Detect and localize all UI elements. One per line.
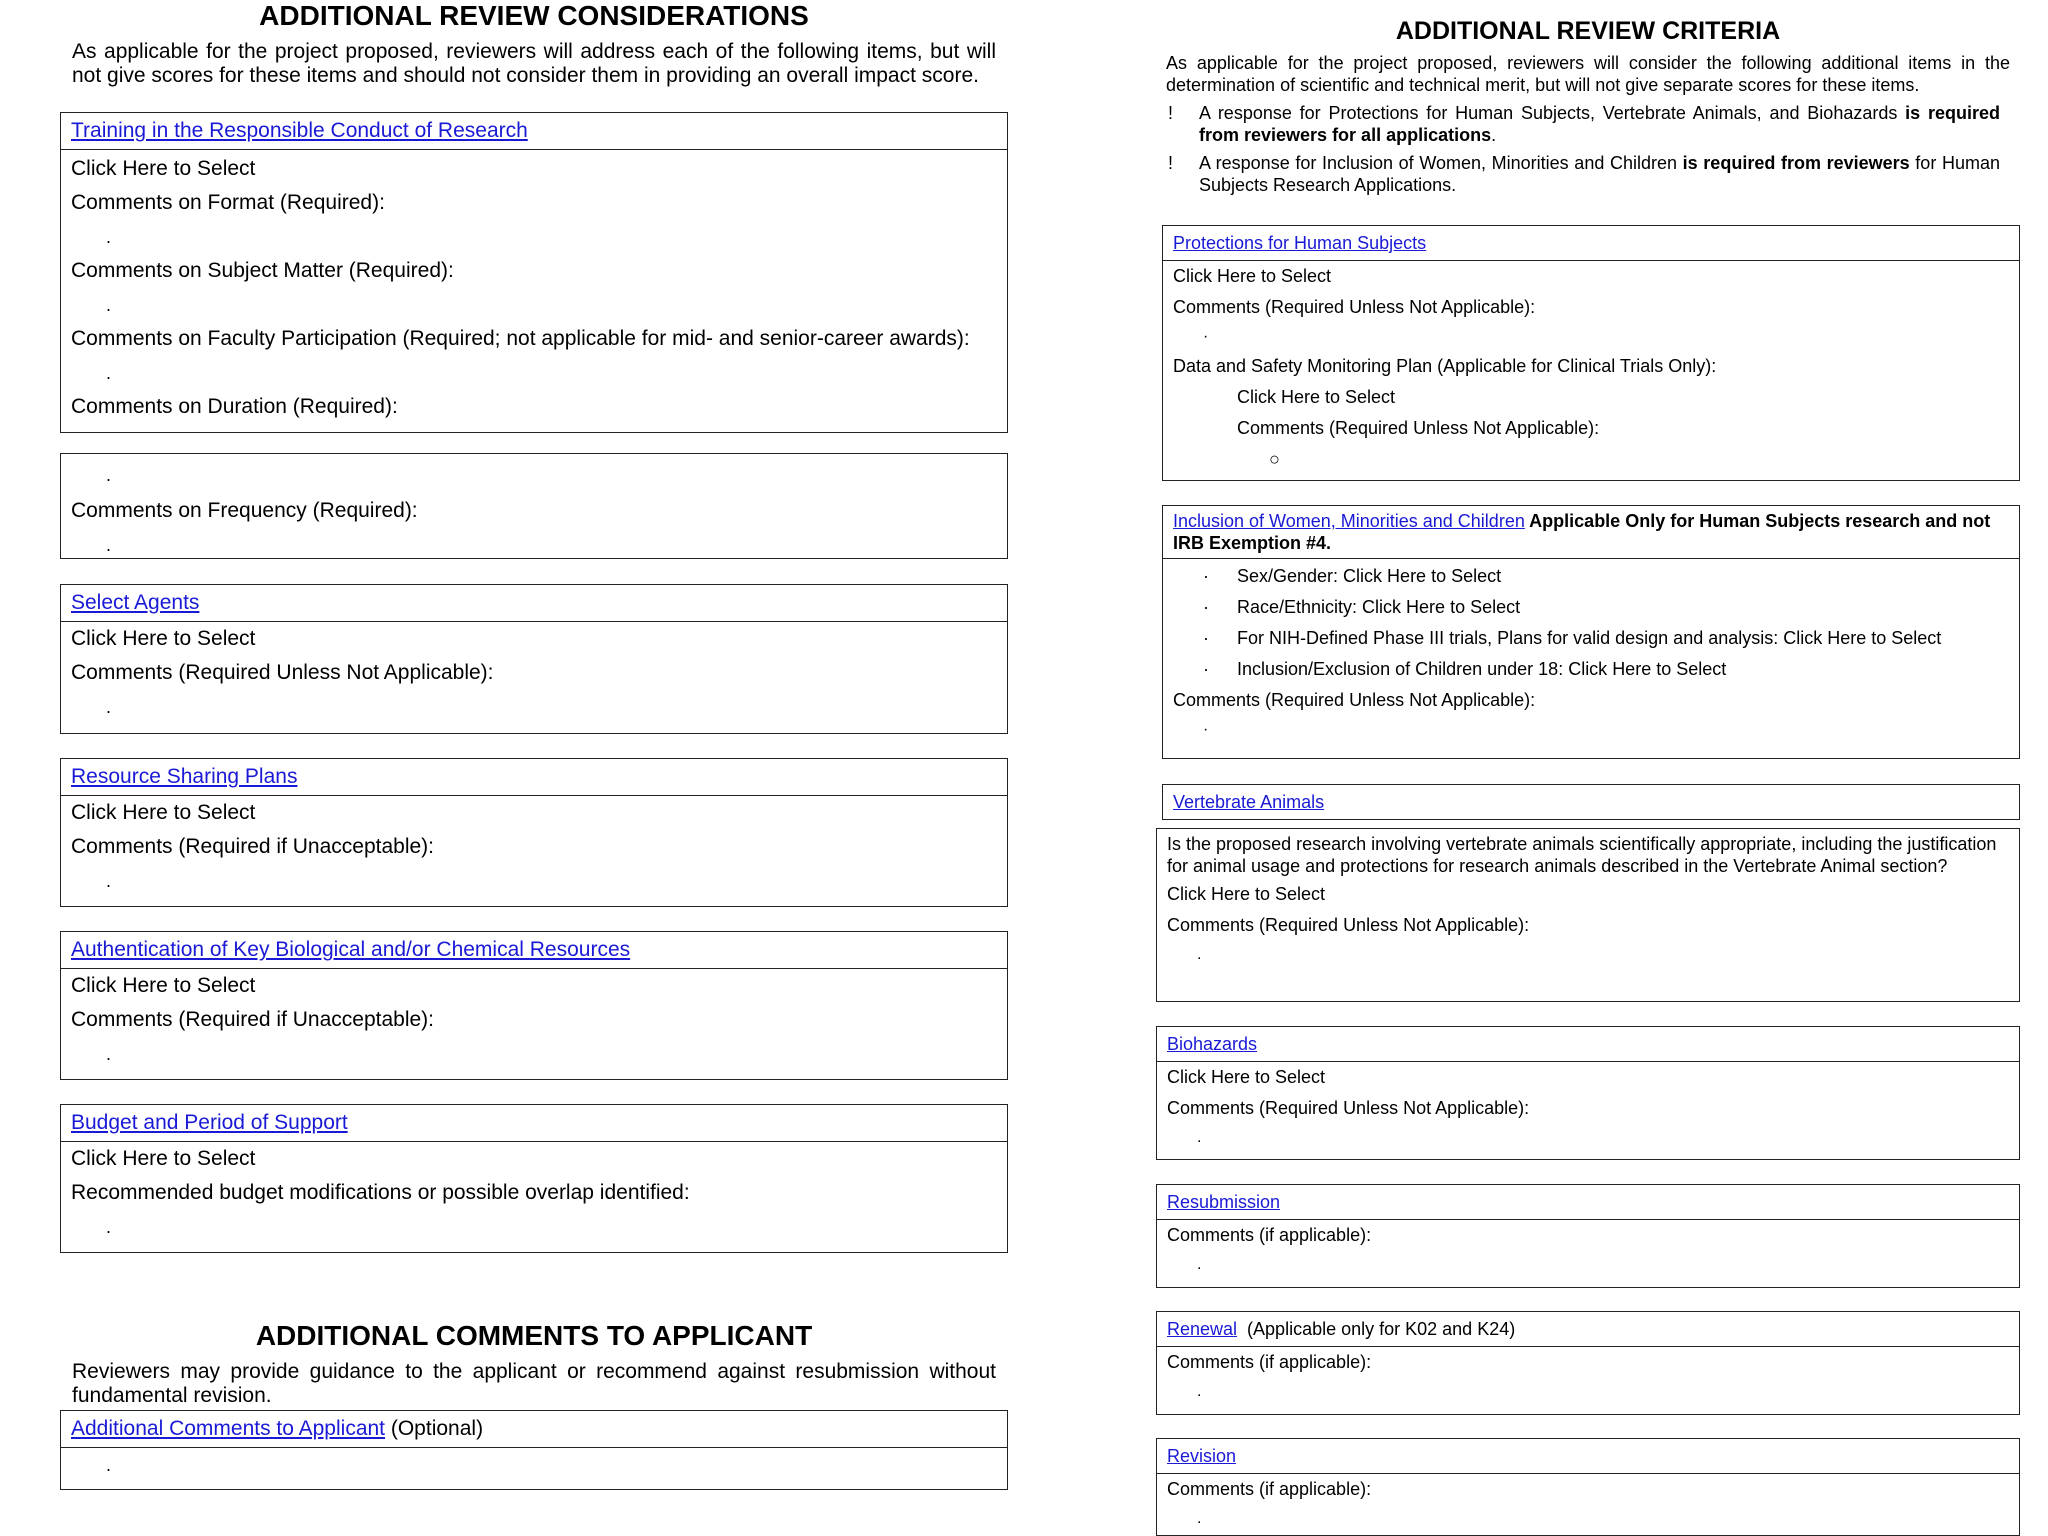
authentication-header [61, 932, 1007, 969]
comments-heading: ADDITIONAL COMMENTS TO APPLICANT [255, 1320, 813, 1351]
intro-text: As applicable for the project proposed, reviewers will address each of the following items, but will not give scores for these items and should not consider them in providing an overall impact score. [72, 40, 996, 87]
duration-comments-label: Comments on Duration (Required): [71, 395, 398, 418]
revision-header [1157, 1439, 2019, 1474]
resubmission-comments-label: Comments (if applicable): [1167, 1225, 1372, 1245]
note-1-bold: is required from reviewers for all applications [1199, 103, 2000, 145]
phase-three-item[interactable] [1163, 623, 2019, 654]
page-title: ADDITIONAL REVIEW CONSIDERATIONS [259, 0, 809, 31]
budget-link[interactable]: Budget and Period of Support [71, 1111, 348, 1134]
revision-comments-label: Comments (if applicable): [1167, 1479, 1372, 1499]
criteria-note-2 [1166, 152, 2000, 196]
vertebrate-header [1163, 785, 2019, 819]
budget-section [60, 1104, 1008, 1253]
bullet-icon: · [1203, 659, 1209, 679]
vertebrate-header-box [1162, 784, 2020, 820]
note-1-end: . [1491, 125, 1497, 145]
human-subjects-link[interactable]: Protections for Human Subjects [1173, 233, 1427, 253]
children-item[interactable] [1163, 654, 2019, 685]
renewal-note: (Applicable only for K02 and K24) [1237, 1319, 1516, 1339]
optional-label: (Optional) [390, 1417, 484, 1440]
biohazards-section [1156, 1026, 2020, 1160]
frequency-comments-field[interactable]: . [106, 535, 112, 555]
resource-sharing-dropdown[interactable]: Click Here to Select [71, 801, 256, 824]
authentication-section [60, 931, 1008, 1080]
budget-comments-label: Recommended budget modifications or possible overlap identified: [71, 1181, 690, 1204]
biohazards-link[interactable]: Biohazards [1167, 1034, 1258, 1054]
inclusion-section [1162, 505, 2020, 759]
faculty-comments-label: Comments on Faculty Participation (Required; not applicable for mid- and senior-career awards): [71, 327, 970, 350]
additional-comments-section [60, 1410, 1008, 1490]
human-subjects-comments-label: Comments (Required Unless Not Applicable): [1173, 297, 1536, 317]
dsmp-comments-field[interactable]: ○ [1269, 449, 1280, 469]
sex-gender-item[interactable] [1163, 561, 2019, 592]
exclamation-icon: ! [1168, 153, 1174, 173]
inclusion-header [1163, 506, 2019, 559]
renewal-section [1156, 1311, 2020, 1415]
bullet-icon: · [1203, 628, 1209, 648]
biohazards-comments-label: Comments (Required Unless Not Applicable): [1167, 1098, 1530, 1118]
resubmission-section [1156, 1184, 2020, 1288]
budget-header [61, 1105, 1007, 1142]
human-subjects-header [1163, 226, 2019, 261]
authentication-dropdown[interactable]: Click Here to Select [71, 974, 256, 997]
authentication-link[interactable]: Authentication of Key Biological and/or Chemical Resources [71, 938, 631, 961]
dsmp-dropdown[interactable]: Click Here to Select [1237, 387, 1396, 407]
human-subjects-dropdown[interactable]: Click Here to Select [1173, 266, 1332, 286]
phase-three-label: For NIH-Defined Phase III trials, Plans for valid design and analysis: Click Here to Select [1237, 628, 1942, 648]
rcr-select-dropdown[interactable]: Click Here to Select [71, 157, 256, 180]
rcr-header [61, 113, 1007, 150]
comments-intro: Reviewers may provide guidance to the applicant or recommend against resubmission without fundamental revision. [72, 1360, 996, 1407]
note-2-text: A response for Inclusion of Women, Minorities and Children [1199, 153, 1683, 173]
select-agents-header [61, 585, 1007, 622]
inclusion-items [1163, 561, 2019, 685]
vertebrate-link[interactable]: Vertebrate Animals [1173, 792, 1325, 812]
resource-sharing-comments-label: Comments (Required if Unacceptable): [71, 835, 434, 858]
revision-link[interactable]: Revision [1167, 1446, 1237, 1466]
exclamation-icon: ! [1168, 103, 1174, 123]
additional-comments-header [61, 1411, 1007, 1448]
rcr-section-continued [60, 453, 1008, 559]
note-2-end: for Human Subjects Research Applications. [1199, 153, 2000, 195]
dsmp-comments-label: Comments (Required Unless Not Applicable): [1237, 418, 1600, 438]
select-agents-dropdown[interactable]: Click Here to Select [71, 627, 256, 650]
biohazards-dropdown[interactable]: Click Here to Select [1167, 1067, 1326, 1087]
resource-sharing-section [60, 758, 1008, 907]
select-agents-comments-label: Comments (Required Unless Not Applicable): [71, 661, 494, 684]
additional-comments-field[interactable]: . [106, 1455, 112, 1475]
budget-dropdown[interactable]: Click Here to Select [71, 1147, 256, 1170]
criteria-notes [1166, 96, 2000, 196]
note-2-bold: is required from reviewers [1682, 153, 1910, 173]
format-comments-field[interactable]: . [106, 227, 112, 247]
vertebrate-section [1156, 828, 2020, 1002]
rcr-link[interactable]: Training in the Responsible Conduct of Research [71, 119, 528, 142]
resource-sharing-link[interactable]: Resource Sharing Plans [71, 765, 298, 788]
criteria-note-1 [1166, 102, 2000, 146]
renewal-link[interactable]: Renewal [1167, 1319, 1238, 1339]
select-agents-section [60, 584, 1008, 734]
format-comments-label: Comments on Format (Required): [71, 191, 385, 214]
biohazards-header [1157, 1027, 2019, 1062]
revision-section [1156, 1438, 2020, 1536]
authentication-comments-label: Comments (Required if Unacceptable): [71, 1008, 434, 1031]
authentication-comments-field[interactable]: . [106, 1044, 112, 1064]
race-ethnicity-item[interactable] [1163, 592, 2019, 623]
additional-comments-link[interactable]: Additional Comments to Applicant [71, 1417, 386, 1440]
sex-gender-label: Sex/Gender: Click Here to Select [1237, 566, 1502, 586]
resource-sharing-comments-field[interactable]: . [106, 871, 112, 891]
resource-sharing-header [61, 759, 1007, 796]
faculty-comments-field[interactable]: . [106, 363, 112, 383]
vertebrate-question: Is the proposed research involving vertebrate animals scientifically appropriate, including the justification for animal usage and protections for research animals described in the Vertebrate Animal section? [1167, 834, 1997, 876]
resubmission-comments-field[interactable]: . [1197, 1256, 1202, 1273]
human-subjects-section [1162, 225, 2020, 481]
budget-comments-field[interactable]: . [106, 1217, 112, 1237]
human-subjects-comments-field[interactable]: · [1203, 328, 1209, 345]
revision-comments-field[interactable]: . [1197, 1510, 1202, 1527]
duration-comments-field[interactable]: . [106, 465, 112, 485]
renewal-comments-label: Comments (if applicable): [1167, 1352, 1372, 1372]
inclusion-link[interactable]: Inclusion of Women, Minorities and Children [1173, 511, 1525, 531]
inclusion-comments-label: Comments (Required Unless Not Applicable): [1173, 690, 1536, 710]
inclusion-comments-field[interactable]: · [1203, 721, 1209, 738]
dsmp-label: Data and Safety Monitoring Plan (Applicable for Clinical Trials Only): [1173, 356, 1717, 376]
frequency-comments-label: Comments on Frequency (Required): [71, 499, 418, 522]
renewal-header [1157, 1312, 2019, 1347]
note-1-text: A response for Protections for Human Subjects, Vertebrate Animals, and Biohazards [1199, 103, 1906, 123]
rcr-section [60, 112, 1008, 433]
criteria-intro: As applicable for the project proposed, reviewers will consider the following additional items in the determination of scientific and technical merit, but will not give separate scores for these items. [1166, 53, 2010, 95]
vertebrate-comments-field[interactable]: . [1197, 946, 1202, 963]
biohazards-comments-field[interactable]: . [1197, 1129, 1202, 1146]
criteria-title: ADDITIONAL REVIEW CRITERIA [1395, 17, 1781, 45]
vertebrate-dropdown[interactable]: Click Here to Select [1167, 884, 1326, 904]
subject-comments-field[interactable]: . [106, 295, 112, 315]
race-ethnicity-label: Race/Ethnicity: Click Here to Select [1237, 597, 1521, 617]
bullet-icon: · [1203, 597, 1209, 617]
resubmission-link[interactable]: Resubmission [1167, 1192, 1281, 1212]
children-label: Inclusion/Exclusion of Children under 18: Click Here to Select [1237, 659, 1727, 679]
bullet-icon: · [1203, 566, 1209, 586]
subject-comments-label: Comments on Subject Matter (Required): [71, 259, 454, 282]
resubmission-header [1157, 1185, 2019, 1220]
vertebrate-comments-label: Comments (Required Unless Not Applicable): [1167, 915, 1530, 935]
renewal-comments-field[interactable]: . [1197, 1383, 1202, 1400]
inclusion-note: Applicable Only for Human Subjects research and not IRB Exemption #4. [1173, 511, 1991, 553]
select-agents-link[interactable]: Select Agents [71, 591, 200, 614]
select-agents-comments-field[interactable]: . [106, 697, 112, 717]
